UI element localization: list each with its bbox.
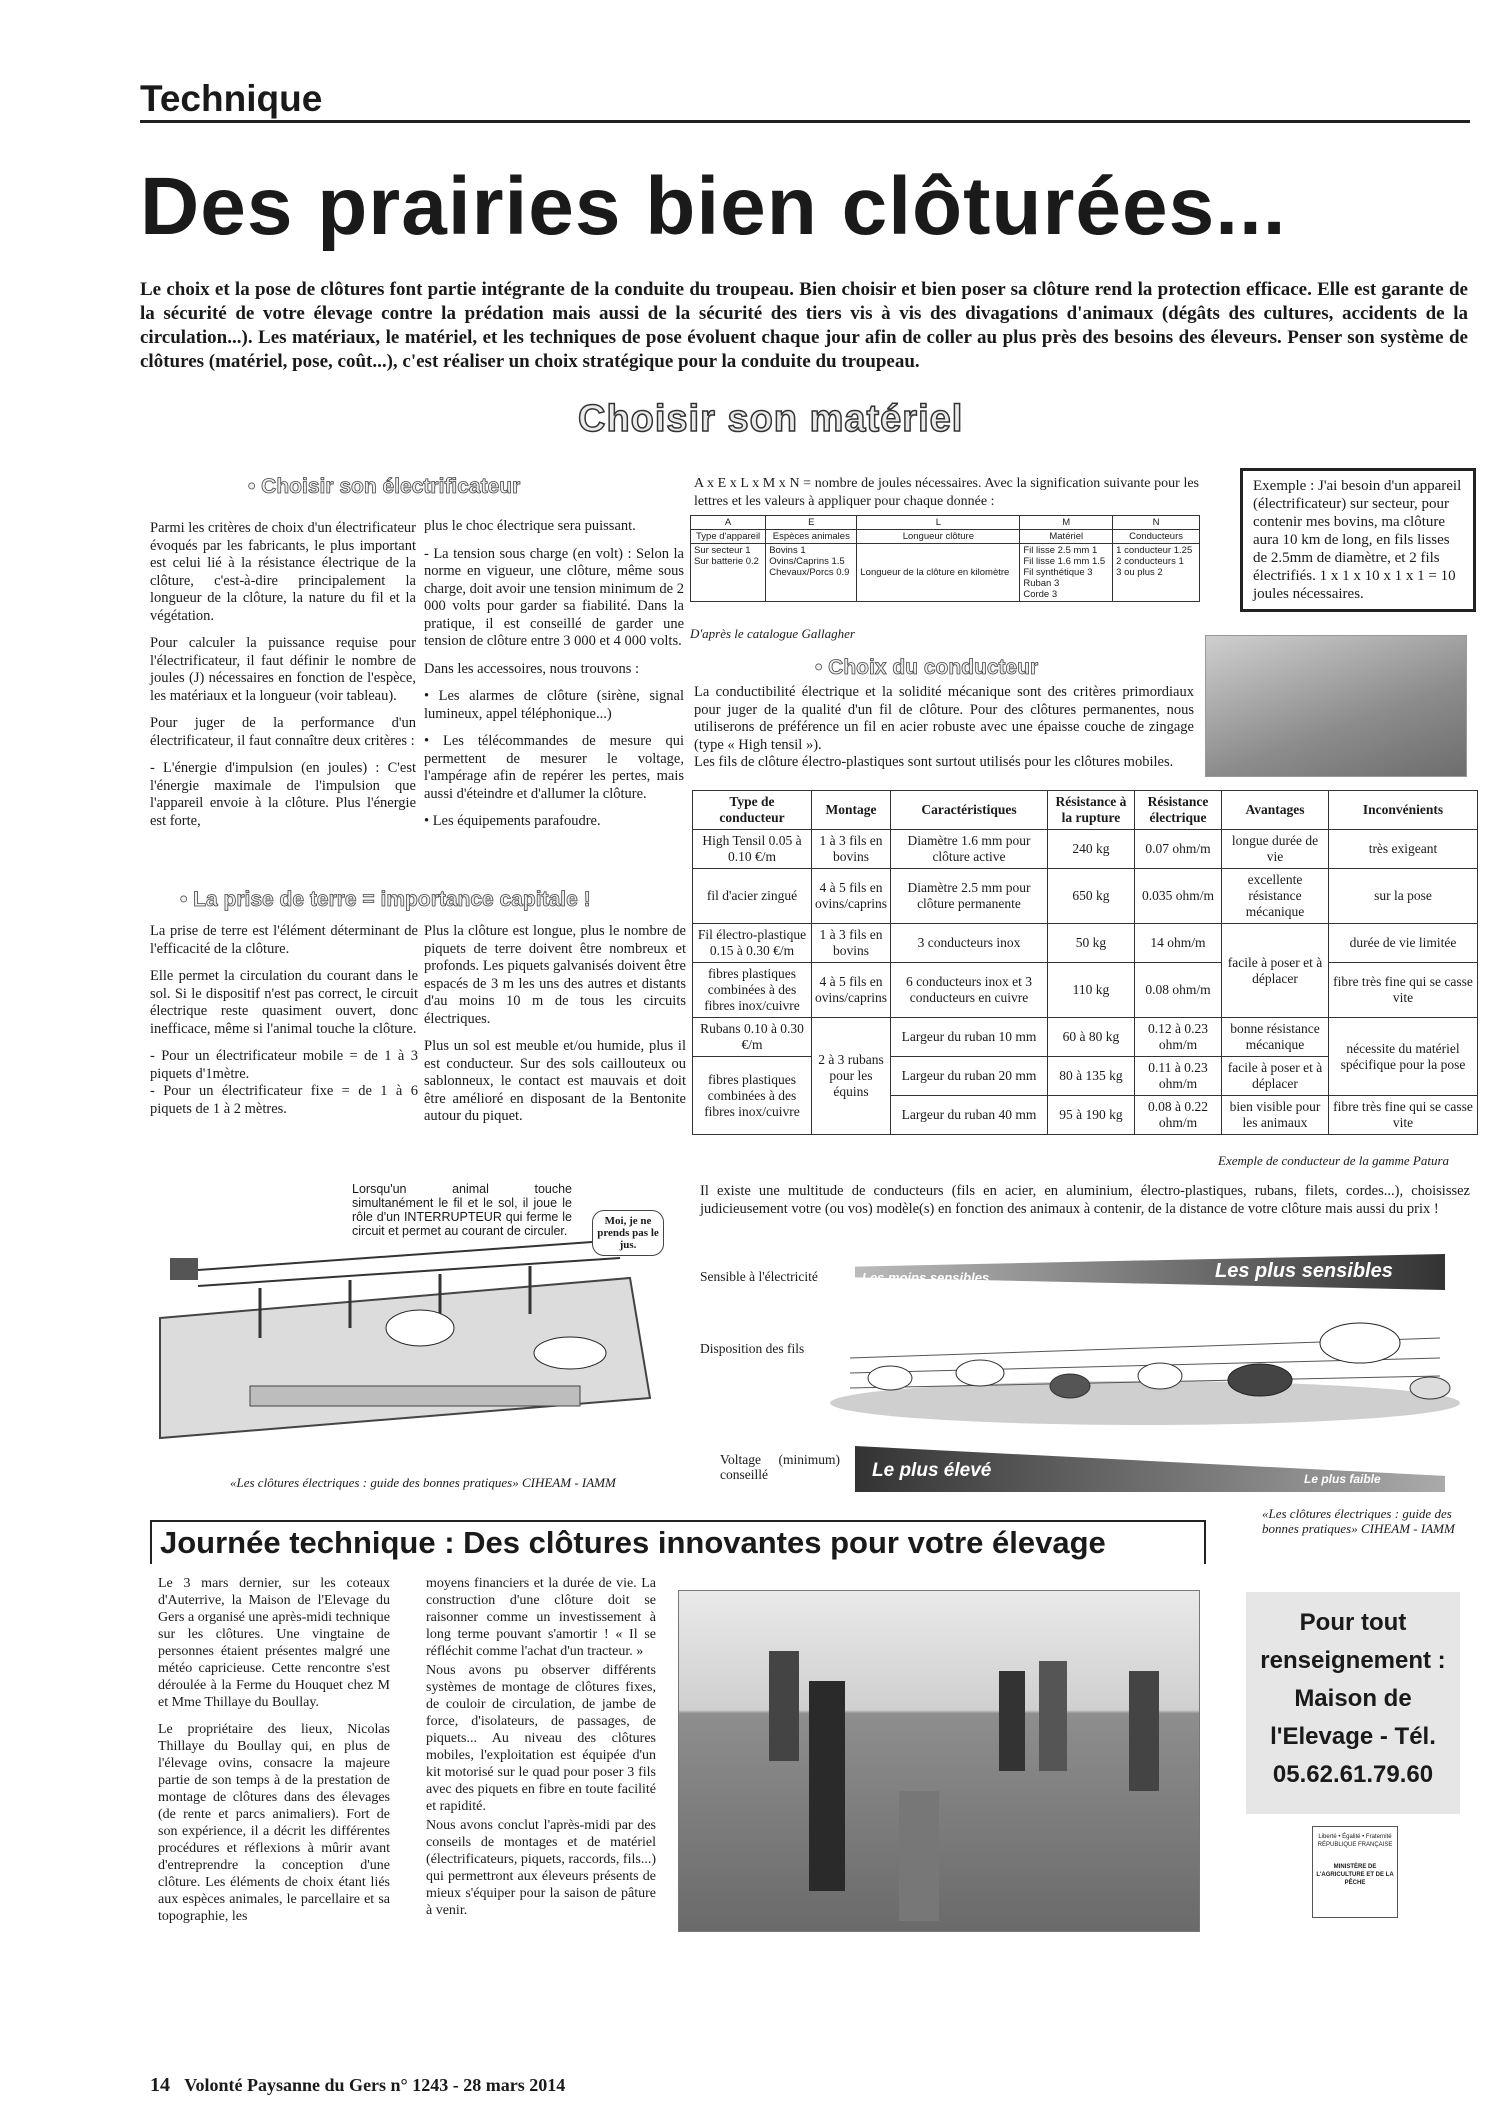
journee-col1 — [158, 1575, 390, 1935]
sub-heading: Choisir son matériel — [578, 398, 964, 440]
conductor-table — [692, 790, 1478, 1135]
paragraph: Plus la clôture est longue, plus le nombre de piquets de terre doivent être nombreux et profonds. Les piquets galvanisés doivent être espacés de 3 m les uns des autres et distants d'au moins 10 m de tous les circuits électriques. — [424, 923, 686, 1027]
joules-table — [690, 515, 1200, 602]
paragraph: La prise de terre est l'élément déterminant de l'efficacité de la clôture. — [150, 923, 418, 957]
table-row — [693, 963, 1478, 1018]
table-cell: Diamètre 2.5 mm pour clôture permanente — [890, 869, 1047, 924]
example-box: Exemple : J'ai besoin d'un appareil (électrificateur) sur secteur, pour contenir mes bovins, ma clôture aura 10 km de long, en fils lisses de 2.5mm de diamètre, et 2 fils électrifiés. 1 x 1 x 10 x 1 x 1 = 10 joules nécessaires. — [1240, 468, 1476, 612]
table-row — [693, 924, 1478, 963]
prise-heading: • La prise de terre = importance capitale ! — [180, 888, 591, 911]
wires-label: Disposition des fils — [700, 1341, 805, 1356]
table-cell: 2 à 3 rubans pour les équins — [812, 1018, 891, 1135]
intro-paragraph: Le choix et la pose de clôtures font partie intégrante de la conduite du troupeau. Bien choisir et bien poser sa clôture rend la protection efficace. Elle est garante de la sécurité de votre élevage contre la prédation mais aussi de la sécurité des tiers vis à vis des divagations d'animaux (dégâts des cultures, accidents de la circulation...). Les matériaux, le matériel, et les techniques de pose évoluent chaque jour afin de coller au plus près des besoins des éleveurs. Penser son système de clôtures (matériel, pose, coût...), c'est réaliser un choix stratégique pour la conduite du troupeau. — [140, 279, 1468, 372]
paragraph: - La tension sous charge (en volt) : Selon la norme en vigueur, une clôture, même sous charge, doit avoir une tension minimum de 2 000 volts pour garder sa fiabilité. Dans la pratique, il est conseillé de garder une tension de clôture entre 3 000 et 4 000 volts. — [424, 545, 684, 649]
header-cell: Longueur clôture — [857, 530, 1020, 544]
header-cell: Type de conducteur — [693, 791, 812, 830]
conducteur-text — [694, 684, 1194, 772]
sensitivity-label: Sensible à l'électricité — [700, 1269, 818, 1284]
paragraph: Elle permet la circulation du courant dans le sol. Si le dispositif n'est pas correct, le circuit électrique reste quasiment ouvert, donc inefficace, même si l'animal touche la clôture. — [150, 968, 418, 1037]
paragraph: Les fils de clôture électro-plastiques sont surtout utilisés pour les clôtures mobiles. — [694, 754, 1174, 770]
prise-col2 — [424, 923, 686, 1136]
table-cell: 240 kg — [1047, 830, 1134, 869]
table-cell: Rubans 0.10 à 0.30 €/m — [693, 1018, 812, 1057]
table-cell: fibres plastiques combinées à des fibres inox/cuivre — [693, 1057, 812, 1135]
paragraph: - L'énergie d'impulsion (en joules) : C'est l'énergie maximale de l'impulsion que l'appareil envoie à la clôture. Plus l'énergie est forte, — [150, 760, 416, 829]
table-cell: 3 conducteurs inox — [890, 924, 1047, 963]
least-sensitive-label: Les moins sensibles — [862, 1270, 990, 1285]
table-cell: nécessite du matériel spécifique pour la pose — [1328, 1018, 1477, 1096]
letter-cell: L — [857, 516, 1020, 530]
table-cell: bien visible pour les animaux — [1221, 1096, 1328, 1135]
letter-cell: N — [1113, 516, 1200, 530]
electrificateur-col1 — [150, 520, 416, 840]
owl-bubble: Moi, je ne prends pas le jus. — [592, 1210, 664, 1256]
republic-text: Liberté • Égalité • Fraternité RÉPUBLIQUE FRANÇAISE — [1317, 1834, 1393, 1848]
paragraph: - Pour un électrificateur fixe = de 1 à 6 piquets de 1 à 2 mètres. — [150, 1083, 418, 1117]
table-cell: très exigeant — [1328, 830, 1477, 869]
publication-info: Volonté Paysanne du Gers n° 1243 - 28 mars 2014 — [184, 2075, 566, 2095]
table-cell: 4 à 5 fils en ovins/caprins — [812, 963, 891, 1018]
header-cell: Caractéristiques — [890, 791, 1047, 830]
journee-title: Journée technique : Des clôtures innovantes pour votre élevage — [160, 1525, 1106, 1560]
paragraph: Pour juger de la performance d'un électrificateur, il faut connaître deux critères : — [150, 715, 416, 749]
col-a-cell — [691, 544, 766, 602]
cell-line: Fil lisse 2.5 mm 1 — [1023, 545, 1098, 556]
paragraph: Parmi les critères de choix d'un électrificateur évoqués par les fabricants, le plus important est celui lié à la résistance électrique de la clôture, c'est-à-dire principalement la longueur de la clôture, la nature du fil et la végétation. — [150, 520, 416, 624]
highest-voltage-label: Le plus élevé — [872, 1460, 992, 1481]
table-row — [693, 869, 1478, 924]
table-cell: 0.08 à 0.22 ohm/m — [1134, 1096, 1221, 1135]
table-cell: facile à poser et à déplacer — [1221, 1057, 1328, 1096]
animals-drawing — [830, 1298, 1460, 1428]
cell-line: Sur secteur 1 — [694, 545, 751, 556]
table-cell: 14 ohm/m — [1134, 924, 1221, 963]
conductor-caption: Exemple de conducteur de la gamme Patura — [1218, 1153, 1450, 1168]
paragraph: moyens financiers et la durée de vie. La construction d'une clôture doit se raisonner comme un investissement à long terme pouvant s'amortir ! « Il se réfléchit comme l'achat d'un tracteur. » — [426, 1576, 656, 1659]
cell-line: Chevaux/Porcs 0.9 — [769, 567, 850, 578]
paragraph: • Les équipements parafoudre. — [424, 813, 601, 829]
header-cell: Avantages — [1221, 791, 1328, 830]
paragraph: Nous avons conclut l'après-midi par des conseils de montages et de matériel (électrificateurs, piquets, raccords, fils...) qui permettront aux éleveurs présents de mieux s'équiper pour la saison de pâture à venir. — [426, 1818, 656, 1918]
paragraph: Dans les accessoires, nous trouvons : — [424, 660, 640, 677]
col-l-cell: Longueur de la clôture en kilomètre — [857, 544, 1020, 602]
paragraph: • Les alarmes de clôture (sirène, signal lumineux, appel téléphonique...) — [424, 688, 684, 722]
joules-caption: D'après le catalogue Gallagher — [690, 626, 855, 641]
cell-line: 1 conducteur 1.25 — [1116, 545, 1193, 556]
contact-box: Pour tout renseignement : Maison de l'Elevage - Tél. 05.62.61.79.60 — [1246, 1592, 1460, 1814]
letter-cell: E — [766, 516, 857, 530]
header-cell: Matériel — [1020, 530, 1113, 544]
paragraph: plus le choc électrique sera puissant. — [424, 518, 636, 534]
ministry-logo — [1312, 1826, 1398, 1918]
header-cell: Résistance à la rupture — [1047, 791, 1134, 830]
table-cell: 95 à 190 kg — [1047, 1096, 1134, 1135]
table-cell: Fil électro-plastique 0.15 à 0.30 €/m — [693, 924, 812, 963]
paragraph: Nous avons pu observer différents systèmes de montage de clôtures fixes, de couloir de circulation, de jambe de force, d'isolateurs, de passages, de piquets... Au niveau des clôtures mobiles, l'exploitation est équipée d'un kit motorisé sur le quad pour poser 3 fils avec des piquets en fibre en toute facilité et rapidité. — [426, 1663, 656, 1814]
header-cell: Conducteurs — [1113, 530, 1200, 544]
cell-line: Corde 3 — [1023, 589, 1058, 600]
table-cell: Largeur du ruban 20 mm — [890, 1057, 1047, 1096]
table-cell: excellente résistance mécanique — [1221, 869, 1328, 924]
table-cell: 0.035 ohm/m — [1134, 869, 1221, 924]
paragraph: Plus un sol est meuble et/ou humide, plus il est conducteur. Sur des sols caillouteux ou sablonneux, le contact est mauvais et doit être amélioré en disposant de la Bentonite autour du piquet. — [424, 1038, 686, 1124]
prise-col1 — [150, 923, 418, 1128]
col-m-cell — [1020, 544, 1113, 602]
paragraph: Le 3 mars dernier, sur les coteaux d'Auterrive, la Maison de l'Elevage du Gers a organisé une après-midi technique sur les clôtures. Une vingtaine de personnes étaient présentes malgré une météo capricieuse. Cette rencontre s'est déroulée à la Ferme du Houquet chez M et Mme Thillaye du Boullay. — [158, 1576, 390, 1710]
headline: Des prairies bien clôturées... — [140, 161, 1287, 252]
table-cell: Largeur du ruban 40 mm — [890, 1096, 1047, 1135]
ministry-text: MINISTÈRE DE L'AGRICULTURE ET DE LA PÊCHE — [1316, 1864, 1394, 1886]
table-cell: 60 à 80 kg — [1047, 1018, 1134, 1057]
paragraph: - Pour un électrificateur mobile = de 1 à 3 piquets d'1mètre. — [150, 1048, 418, 1082]
voltage-label: Voltage (minimum) conseillé — [720, 1452, 840, 1482]
multitude-text: Il existe une multitude de conducteurs (fils en acier, en aluminium, électro-plastiques, rubans, filets, cordes...), choisissez judicieusement votre (ou vos) modèle(s) en fonction des animaux à contenir, de la distance de votre clôture mais aussi du prix ! — [700, 1183, 1470, 1217]
table-cell: longue durée de vie — [1221, 830, 1328, 869]
table-cell: Largeur du ruban 10 mm — [890, 1018, 1047, 1057]
col-e-cell — [766, 544, 857, 602]
sensitivity-credit: «Les clôtures électriques : guide des bonnes pratiques» CIHEAM - IAMM — [1262, 1506, 1455, 1536]
table-cell: fil d'acier zingué — [693, 869, 812, 924]
animals-area — [830, 1298, 1460, 1428]
table-cell: fibre très fine qui se casse vite — [1328, 963, 1477, 1018]
table-cell: 0.11 à 0.23 ohm/m — [1134, 1057, 1221, 1096]
electrificateur-col2 — [424, 518, 684, 841]
header-cell: Type d'appareil — [691, 530, 766, 544]
circuit-caption: Lorsqu'un animal touche simultanément le fil et le sol, il joue le rôle d'un INTERRUPTEUR qui ferme le circuit et permet au courant de circuler. — [352, 1182, 572, 1238]
cell-line: Fil synthétique 3 — [1023, 567, 1093, 578]
table-cell: 0.12 à 0.23 ohm/m — [1134, 1018, 1221, 1057]
letter-cell: M — [1020, 516, 1113, 530]
cell-line: 3 ou plus 2 — [1116, 567, 1163, 578]
table-cell: durée de vie limitée — [1328, 924, 1477, 963]
header-cell: Inconvénients — [1328, 791, 1477, 830]
paragraph: Pour calculer la puissance requise pour l'électrificateur, il faut définir le nombre de joules (J) nécessaires en fonction de l'espèce, les matériaux et la longueur (voir tableau). — [150, 635, 416, 704]
header-cell: Résistance électrique — [1134, 791, 1221, 830]
table-cell: 80 à 135 kg — [1047, 1057, 1134, 1096]
table-cell: sur la pose — [1328, 869, 1477, 924]
footer — [150, 2074, 565, 2097]
table-cell: 1 à 3 fils en bovins — [812, 830, 891, 869]
header-cell: Montage — [812, 791, 891, 830]
table-cell: 1 à 3 fils en bovins — [812, 924, 891, 963]
table-cell: 50 kg — [1047, 924, 1134, 963]
header-cell: Espèces animales — [766, 530, 857, 544]
electrificateur-heading: • Choisir son électrificateur — [248, 475, 521, 498]
paragraph: Le propriétaire des lieux, Nicolas Thillaye du Boullay qui, en plus de l'élevage ovins, consacre la majeure partie de son temps à de la prestation de montage de clôtures dans des élevages (de rente et parcs animaliers). Fort de son expérience, il a décrit les différentes procédures et réflexions à mûrir avant d'entreprendre la conception d'une clôture. Les éléments de choix étant liés aux espèces animales, le parcellaire et sa topographie, les — [158, 1722, 390, 1924]
page-number: 14 — [150, 2074, 170, 2096]
letter-cell: A — [691, 516, 766, 530]
people-drawing — [679, 1591, 1199, 1931]
table-cell: fibre très fine qui se casse vite — [1328, 1096, 1477, 1135]
event-photo — [678, 1590, 1200, 1932]
conducteur-heading: • Choix du conducteur — [815, 656, 1039, 679]
table-cell: 110 kg — [1047, 963, 1134, 1018]
lowest-voltage-label: Le plus faible — [1304, 1472, 1381, 1486]
most-sensitive-label: Les plus sensibles — [1215, 1260, 1393, 1282]
cell-line: Sur batterie 0.2 — [694, 556, 759, 567]
cell-line: Ruban 3 — [1023, 578, 1060, 589]
header-rule — [140, 120, 1470, 123]
table-cell: Diamètre 1.6 mm pour clôture active — [890, 830, 1047, 869]
cell-line: Bovins 1 — [769, 545, 806, 556]
journee-col2 — [426, 1575, 656, 1929]
formula-text: A x E x L x M x N = nombre de joules nécessaires. Avec la signification suivante pour les lettres et les valeurs à appliquer pour chaque donnée : — [694, 476, 1199, 509]
table-cell: 0.07 ohm/m — [1134, 830, 1221, 869]
cell-line: Fil lisse 1.6 mm 1.5 — [1023, 556, 1106, 567]
table-cell: 6 conducteurs inox et 3 conducteurs en cuivre — [890, 963, 1047, 1018]
table-row — [693, 1018, 1478, 1057]
paragraph: • Les télécommandes de mesure qui permettent de mesurer le voltage, l'ampérage afin de repérer les pertes, mais aussi d'éteindre et d'allumer la clôture. — [424, 733, 684, 802]
cell-line: Ovins/Caprins 1.5 — [769, 556, 845, 567]
section-label: Technique — [140, 78, 323, 119]
paragraph: La conductibilité électrique et la solidité mécanique sont des critères primordiaux pour juger de la qualité d'un fil de clôture. Pour des clôtures permanentes, nous utiliserons de préférence un fil en acier robuste avec une épaisse couche de zingage (type « High tensil »). — [694, 684, 1194, 753]
col-n-cell — [1113, 544, 1200, 602]
cell-line: 2 conducteurs 1 — [1116, 556, 1184, 567]
fence-photo — [1205, 635, 1467, 777]
table-cell: facile à poser et à déplacer — [1221, 924, 1328, 1018]
table-cell: fibres plastiques combinées à des fibres inox/cuivre — [693, 963, 812, 1018]
table-cell: 650 kg — [1047, 869, 1134, 924]
circuit-credit: «Les clôtures électriques : guide des bonnes pratiques» CIHEAM - IAMM — [230, 1475, 616, 1490]
table-cell: bonne résistance mécanique — [1221, 1018, 1328, 1057]
table-cell: 4 à 5 fils en ovins/caprins — [812, 869, 891, 924]
table-row — [693, 830, 1478, 869]
table-cell: High Tensil 0.05 à 0.10 €/m — [693, 830, 812, 869]
table-cell: 0.08 ohm/m — [1134, 963, 1221, 1018]
